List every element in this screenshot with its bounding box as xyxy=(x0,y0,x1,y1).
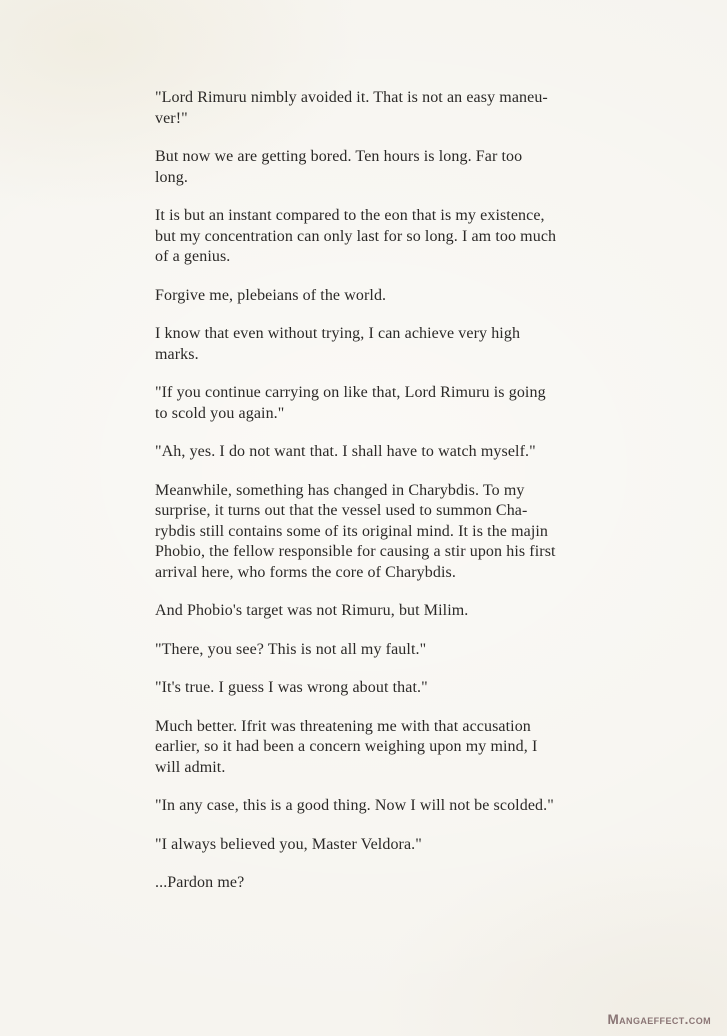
text-line: I know that even without trying, I can achieve very high xyxy=(155,325,521,342)
text-line: It is but an instant compared to the eon that is my existence, xyxy=(155,207,545,224)
text-line: earlier, so it had been a concern weighing upon my mind, I xyxy=(155,738,538,755)
text-line: of a genius. xyxy=(155,248,231,265)
paragraph xyxy=(155,147,625,188)
paragraph xyxy=(155,717,625,779)
text-line: marks. xyxy=(155,345,199,363)
paragraph xyxy=(155,442,625,463)
text-line: arrival here, who forms the core of Charybdis. xyxy=(155,563,456,581)
text-line: Phobio, the fellow responsible for causing a stir upon his first xyxy=(155,543,556,560)
text-line: "In any case, this is a good thing. Now I will not be scolded." xyxy=(155,797,554,814)
text-line: will admit. xyxy=(155,758,226,776)
text-line: "Lord Rimuru nimbly avoided it. That is not an easy maneu- xyxy=(155,89,548,106)
text-line: to scold you again." xyxy=(155,404,285,422)
text-block xyxy=(155,88,625,894)
paragraph xyxy=(155,88,625,129)
paragraph xyxy=(155,678,625,699)
text-line: But now we are getting bored. Ten hours is long. Far too xyxy=(155,148,523,165)
text-line: "I always believed you, Master Veldora." xyxy=(155,835,422,853)
paragraph xyxy=(155,796,625,817)
paragraph xyxy=(155,835,625,856)
paragraph xyxy=(155,286,625,307)
text-line: "It's true. I guess I was wrong about that." xyxy=(155,679,428,696)
text-line: surprise, it turns out that the vessel used to summon Cha- xyxy=(155,502,528,519)
paragraph xyxy=(155,324,625,365)
paragraph xyxy=(155,481,625,584)
watermark: Mangaeffect.com xyxy=(607,1012,711,1027)
text-line: Much better. Ifrit was threatening me with that accusation xyxy=(155,717,531,735)
text-line: ver!" xyxy=(155,109,188,127)
text-line: And Phobio's target was not Rimuru, but Milim. xyxy=(155,602,469,619)
paragraph xyxy=(155,206,625,268)
text-line: ...Pardon me? xyxy=(155,874,245,891)
text-line: long. xyxy=(155,168,188,186)
paragraph xyxy=(155,601,625,622)
text-line: but my concentration can only last for so long. I am too much xyxy=(155,227,557,245)
text-line: Forgive me, plebeians of the world. xyxy=(155,286,387,304)
text-line: "Ah, yes. I do not want that. I shall have to watch myself." xyxy=(155,443,536,460)
paragraph xyxy=(155,873,625,894)
paragraph xyxy=(155,640,625,661)
paragraph xyxy=(155,383,625,424)
text-line: rybdis still contains some of its original mind. It is the majin xyxy=(155,522,549,540)
text-line: "There, you see? This is not all my fault." xyxy=(155,640,427,658)
text-line: Meanwhile, something has changed in Charybdis. To my xyxy=(155,481,525,499)
text-line: "If you continue carrying on like that, Lord Rimuru is going xyxy=(155,384,546,401)
